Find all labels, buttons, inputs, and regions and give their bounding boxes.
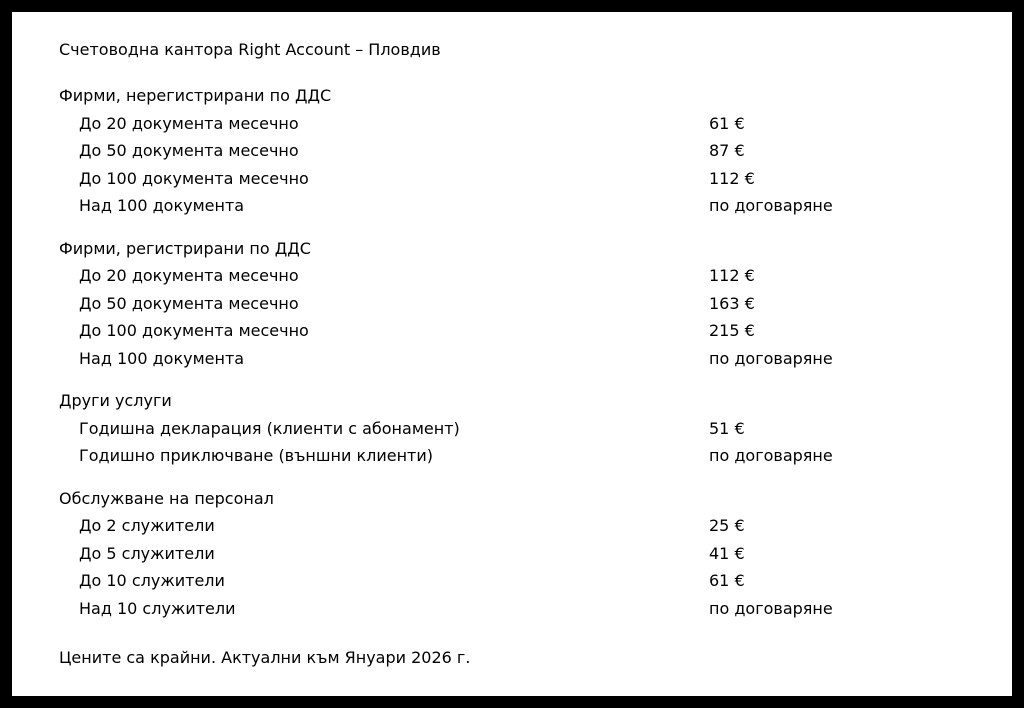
service-price: 215 € bbox=[709, 321, 755, 340]
price-row bbox=[59, 294, 959, 322]
price-row bbox=[59, 599, 959, 627]
service-price: 163 € bbox=[709, 293, 755, 313]
price-row bbox=[59, 141, 959, 169]
service-price: 41 € bbox=[709, 543, 745, 563]
section-title: Други услуги bbox=[59, 391, 172, 410]
section-vat bbox=[59, 239, 959, 377]
price-row bbox=[59, 419, 959, 447]
price-row bbox=[59, 349, 959, 377]
service-label: До 20 документа месечно bbox=[79, 113, 299, 133]
service-price: 61 € bbox=[709, 113, 745, 133]
section-title: Фирми, нерегистрирани по ДДС bbox=[59, 86, 332, 105]
document-title: Счетоводна кантора Right Account – Пловдив bbox=[59, 40, 441, 59]
service-price: по договаряне bbox=[709, 196, 833, 215]
price-row bbox=[59, 446, 959, 474]
price-row bbox=[59, 266, 959, 294]
section-other-services bbox=[59, 391, 959, 474]
service-label: До 10 служители bbox=[79, 571, 225, 590]
service-price: по договаряне bbox=[709, 598, 833, 618]
service-label: До 50 документа месечно bbox=[79, 141, 299, 160]
price-row bbox=[59, 516, 959, 544]
service-label: До 5 служители bbox=[79, 543, 215, 563]
service-label: Годишна декларация (клиенти с абонамент) bbox=[79, 418, 460, 438]
price-row bbox=[59, 114, 959, 142]
service-label: Годишно приключване (външни клиенти) bbox=[79, 446, 434, 465]
service-price: 112 € bbox=[709, 168, 755, 188]
service-label: Над 10 служители bbox=[79, 598, 236, 618]
service-label: До 100 документа месечно bbox=[79, 321, 309, 340]
service-price: по договаряне bbox=[709, 348, 833, 368]
service-label: Над 100 документа bbox=[79, 348, 245, 368]
service-label: До 100 документа месечно bbox=[79, 168, 309, 188]
price-row bbox=[59, 544, 959, 572]
price-list-sheet bbox=[12, 12, 1012, 696]
service-label: Над 100 документа bbox=[79, 196, 245, 215]
price-row bbox=[59, 169, 959, 197]
price-list bbox=[59, 86, 959, 641]
service-price: 87 € bbox=[709, 141, 745, 160]
service-price: 112 € bbox=[709, 266, 755, 285]
service-price: 51 € bbox=[709, 418, 745, 438]
service-label: До 20 документа месечно bbox=[79, 266, 299, 285]
service-price: 61 € bbox=[709, 571, 745, 590]
section-non-vat bbox=[59, 86, 959, 224]
service-price: 25 € bbox=[709, 516, 745, 535]
section-title: Фирми, регистрирани по ДДС bbox=[59, 238, 311, 258]
section-staff-services bbox=[59, 489, 959, 627]
service-price: по договаряне bbox=[709, 446, 833, 465]
service-label: До 2 служители bbox=[79, 516, 215, 535]
footer-note: Цените са крайни. Актуални към Януари 2026 г. bbox=[59, 648, 471, 667]
price-row bbox=[59, 196, 959, 224]
section-title: Обслужване на персонал bbox=[59, 488, 274, 508]
service-label: До 50 документа месечно bbox=[79, 293, 299, 313]
price-row bbox=[59, 321, 959, 349]
price-row bbox=[59, 571, 959, 599]
